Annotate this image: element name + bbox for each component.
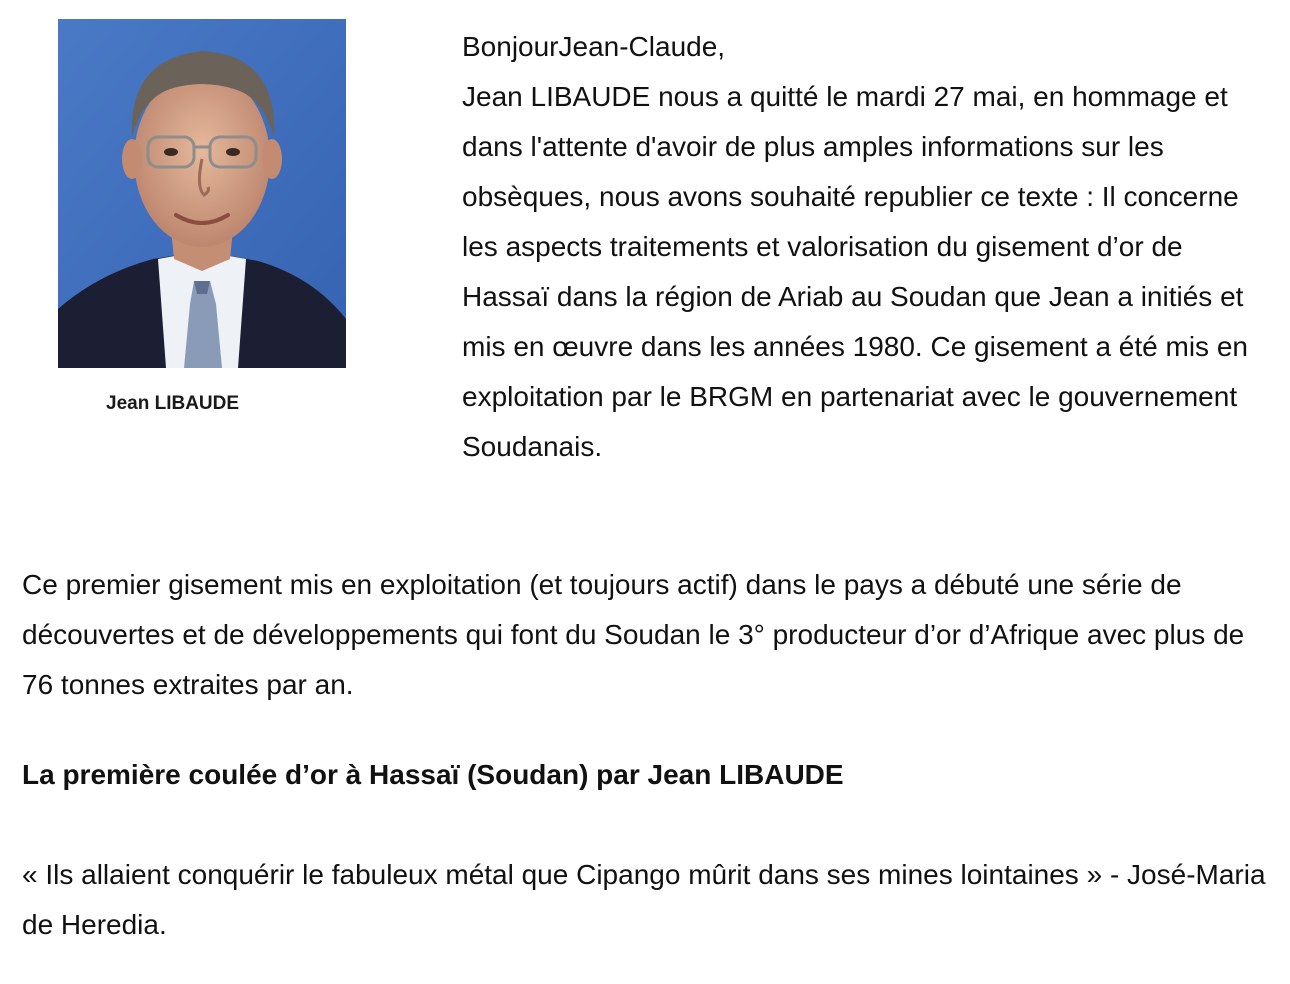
intro-paragraph: Jean LIBAUDE nous a quitté le mardi 27 mai, en hommage et dans l'attente d'avoir de plus amples informations sur les obsèques, nous avons souhaité republier ce texte : Il concerne les aspects traitements et valorisation du gisement d’or de Hassaï dans la région de Ariab au Soudan que Jean a initiés et mis en œuvre dans les années 1980. Ce gisement a été mis en exploitation par le BRGM en partenariat avec le gouvernement Soudanais. bbox=[462, 81, 1248, 462]
intro-text bbox=[462, 22, 1272, 472]
greeting-line: BonjourJean-Claude, bbox=[462, 31, 726, 62]
quote-paragraph: « Ils allaient conquérir le fabuleux métal que Cipango mûrit dans ses mines lointaines » - José-Maria de Heredia. bbox=[22, 859, 1266, 940]
main-paragraph: Ce premier gisement mis en exploitation (et toujours actif) dans le pays a débuté une série de découvertes et de développements qui font du Soudan le 3° producteur d’or d’Afrique avec plus de 76 tonnes extraites par an. bbox=[22, 569, 1245, 700]
photo-caption: Jean LIBAUDE bbox=[106, 393, 240, 414]
portrait-photo-block bbox=[58, 19, 346, 414]
portrait-photo bbox=[58, 19, 346, 368]
section-heading: La première coulée d’or à Hassaï (Soudan) par Jean LIBAUDE bbox=[22, 759, 844, 790]
